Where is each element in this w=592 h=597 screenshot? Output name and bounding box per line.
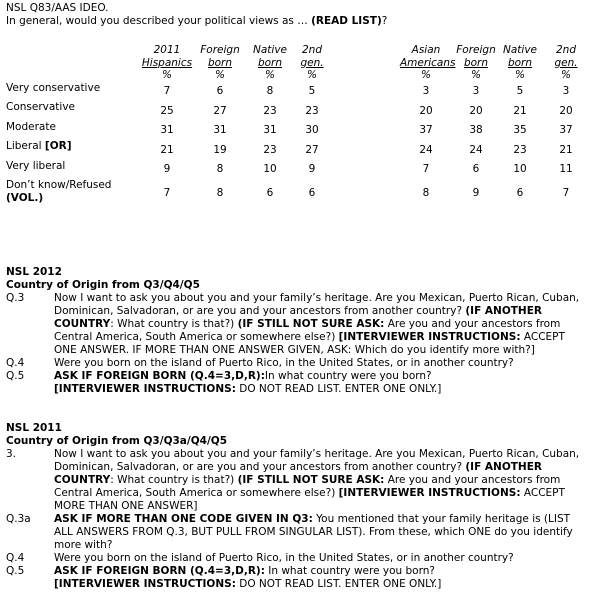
table-cell: 9 <box>163 163 171 175</box>
table-row <box>2 82 592 102</box>
question-q5 <box>6 370 590 396</box>
col-unit: % <box>421 69 431 81</box>
table-cell: 3 <box>422 85 430 97</box>
question-q5 <box>6 565 590 591</box>
section-subtitle: Country of Origin from Q3/Q3a/Q4/Q5 <box>6 435 228 447</box>
col-unit: % <box>515 69 525 81</box>
table-cell: 25 <box>160 104 174 117</box>
question-number: 3. <box>6 448 17 460</box>
table-cell: 7 <box>163 85 171 97</box>
row-label <box>2 160 140 180</box>
table-cell: 24 <box>469 143 483 156</box>
row-label-text: Liberal <box>6 140 45 152</box>
col-header: Foreign <box>456 44 496 56</box>
table-row <box>2 121 592 141</box>
col-unit: % <box>471 69 481 81</box>
col-header: 2011 <box>153 44 181 56</box>
table-cell: 37 <box>559 124 573 136</box>
question-number: Q.4 <box>6 552 25 564</box>
col-header: born <box>507 56 533 69</box>
question-number: Q.5 <box>6 565 25 577</box>
table-cell: 31 <box>213 124 227 136</box>
row-label-text: Don’t know/Refused <box>6 179 112 191</box>
row-label <box>2 82 140 102</box>
col-header: gen. <box>300 56 324 69</box>
table-cell: 31 <box>160 124 174 136</box>
table-cell: 24 <box>419 143 433 156</box>
question-body: Were you born on the island of Puerto Rico, in the United States, or in another country? <box>54 552 514 564</box>
row-label <box>2 140 140 160</box>
col-header: Foreign <box>200 44 240 56</box>
table-cell: 6 <box>516 186 524 199</box>
table-cell: 31 <box>263 124 277 136</box>
question-number: Q.4 <box>6 357 25 369</box>
col-header: Hispanics <box>141 56 193 69</box>
results-table <box>2 44 592 207</box>
header-row-1 <box>2 44 592 57</box>
table-cell: 21 <box>160 143 174 156</box>
table-cell: 20 <box>559 104 573 117</box>
table-cell: 37 <box>419 124 433 136</box>
section-subtitle: Country of Origin from Q3/Q4/Q5 <box>6 279 200 291</box>
col-unit: % <box>265 69 275 81</box>
table-cell: 3 <box>562 85 570 97</box>
question-body: Were you born on the island of Puerto Rico, in the United States, or in another country? <box>54 357 514 369</box>
table-row <box>2 160 592 180</box>
table-cell: 10 <box>263 163 277 175</box>
nsl-2011-section <box>6 422 590 591</box>
col-unit: % <box>561 69 571 81</box>
question-body: Now I want to ask you about you and your family’s heritage. Are you Mexican, Puerto Rican, Cuban, Dominican, Salvadoran, or are you and your ancestors from another country? (IF ANOTHER COUNTRY: What country is that?) (IF STILL NOT SURE ASK: Are you and your ancestors from Central America, South America or somewhere else?) [INTERVIEWER INSTRUCTIONS: ACCEPT ONE ANSWER. IF MORE THAN ONE ANSWER GIVEN, ASK: Which do you identify more with?] <box>54 292 580 356</box>
table-cell: 23 <box>513 143 527 156</box>
table-cell: 3 <box>472 85 480 97</box>
question-id: NSL Q83/AAS IDEO. <box>6 2 109 14</box>
question-q4 <box>6 552 590 565</box>
row-label <box>2 179 140 207</box>
question-body: Now I want to ask you about you and your family’s heritage. Are you Mexican, Puerto Rican, Cuban, Dominican, Salvadoran, or are you and your ancestors from another country? (IF ANOTHER COUNTRY: What country is that?) (IF STILL NOT SURE ASK: Are you and your ancestors from Central America, South America or somewhere else?) [INTERVIEWER INSTRUCTIONS: ACCEPT MORE THAN ONE ANSWER] <box>54 448 580 512</box>
table-cell: 7 <box>163 186 171 199</box>
header-row-3 <box>2 69 592 82</box>
table-cell: 10 <box>513 163 527 175</box>
table-row <box>2 140 592 160</box>
col-header: born <box>207 56 233 69</box>
row-label <box>2 101 140 121</box>
row-label-text: Very conservative <box>6 81 101 94</box>
row-label-text: Moderate <box>6 120 56 133</box>
section-title: NSL 2011 <box>6 422 62 434</box>
col-header: Americans <box>400 56 456 69</box>
table-cell: 9 <box>472 186 480 199</box>
col-unit: % <box>307 69 317 81</box>
question-q3 <box>6 292 590 357</box>
table-cell: 38 <box>469 124 483 136</box>
row-label-qualifier: [OR] <box>44 140 72 152</box>
table-cell: 35 <box>513 124 527 136</box>
col-header: 2nd <box>555 44 576 56</box>
table-cell: 11 <box>559 163 573 175</box>
col-header: gen. <box>554 56 578 69</box>
question-text: In general, would you described your political views as … (READ LIST)? <box>6 15 388 27</box>
table-cell: 23 <box>305 104 319 117</box>
table-cell: 20 <box>469 104 483 117</box>
table-cell: 5 <box>308 85 316 97</box>
table-cell: 20 <box>419 104 433 117</box>
col-header: 2nd <box>301 44 322 56</box>
table-cell: 6 <box>266 186 274 199</box>
table-row <box>2 179 592 207</box>
table-cell: 6 <box>216 85 224 97</box>
table-cell: 19 <box>213 143 227 156</box>
table-cell: 7 <box>422 163 430 175</box>
question-number: Q.3a <box>6 513 31 525</box>
question-number: Q.5 <box>6 370 25 382</box>
question-q3a <box>6 513 590 552</box>
table-cell: 8 <box>422 186 430 199</box>
col-unit: % <box>162 69 172 81</box>
question-body: ASK IF FOREIGN BORN (Q.4=3,D,R): In what country were you born? [INTERVIEWER INSTRUCTIONS: DO NOT READ LIST. ENTER ONE ONLY.] <box>54 565 442 590</box>
row-label-text: Conservative <box>6 101 76 113</box>
table-cell: 5 <box>516 85 524 97</box>
table-cell: 30 <box>305 124 319 136</box>
header-row-2 <box>2 57 592 70</box>
nsl-2012-section <box>6 266 590 396</box>
col-unit: % <box>215 69 225 81</box>
table-cell: 8 <box>266 85 274 97</box>
table-cell: 6 <box>308 186 316 199</box>
row-label-text: Very liberal <box>6 159 66 172</box>
col-header: Native <box>253 44 287 56</box>
question-header <box>6 2 586 28</box>
question-body: ASK IF MORE THAN ONE CODE GIVEN IN Q3: You mentioned that your family heritage is (LIST ALL ANSWERS FROM Q.3, BUT PULL FROM SINGULAR LIST). From these, which ONE do you identify more with? <box>54 513 573 551</box>
col-header: Asian <box>411 44 441 56</box>
table-cell: 9 <box>308 163 316 175</box>
table-cell: 21 <box>513 104 527 117</box>
table-cell: 8 <box>216 163 224 175</box>
question-q3 <box>6 448 590 513</box>
table-row <box>2 101 592 121</box>
table-cell: 27 <box>213 104 227 117</box>
table-cell: 27 <box>305 143 319 156</box>
question-q4 <box>6 357 590 370</box>
table-cell: 8 <box>216 186 224 199</box>
table-cell: 21 <box>559 143 573 156</box>
table-cell: 6 <box>472 163 480 175</box>
row-label <box>2 121 140 141</box>
table-cell: 23 <box>263 104 277 117</box>
table-cell: 23 <box>263 143 277 156</box>
question-number: Q.3 <box>6 292 25 304</box>
table-cell: 7 <box>562 186 570 199</box>
row-label-qualifier: (VOL.) <box>6 191 44 204</box>
col-header: born <box>257 56 283 69</box>
section-title: NSL 2012 <box>6 266 62 278</box>
table-body <box>2 44 592 207</box>
question-body: ASK IF FOREIGN BORN (Q.4=3,D,R):In what country were you born? [INTERVIEWER INSTRUCTIONS: DO NOT READ LIST. ENTER ONE ONLY.] <box>54 370 442 395</box>
col-header: Native <box>503 44 537 56</box>
col-header: born <box>463 56 489 69</box>
